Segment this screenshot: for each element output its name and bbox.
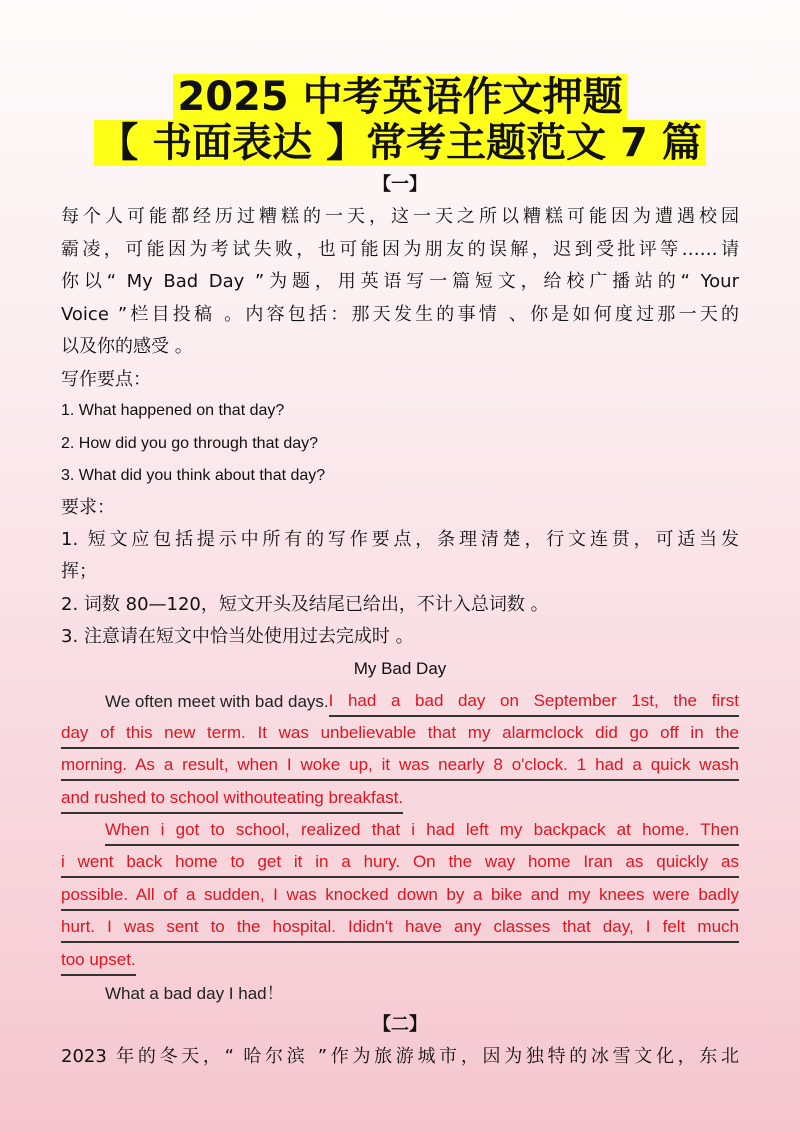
prompt-line: 你以“ My Bad Day ”为题，用英语写一篇短文，给校广播站的“ Your (61, 271, 739, 292)
essay-line (61, 687, 739, 717)
essay-answer-line: i went back home to get it in a hury. On the way home Iran as quickly as (61, 848, 739, 878)
title-line-1 (0, 74, 800, 120)
prompt-line: 以及你的感受 。 (61, 336, 193, 357)
essay-answer-line: too upset. (61, 946, 136, 976)
essay-answer-line: When i got to school, realized that i had left my backpack at home. Then (105, 816, 739, 846)
point-item: 1. What happened on that day? (61, 402, 285, 419)
section2-prompt-line: 2023 年的冬天，“ 哈尔滨 ”作为旅游城市，因为独特的冰雪文化，东北 (61, 1046, 739, 1067)
essay-title: My Bad Day (353, 659, 447, 678)
point-item: 3. What did you think about that day? (61, 467, 326, 484)
essay-intro: We often meet with bad days. (105, 692, 329, 711)
essay-answer-line: day of this new term. It was unbelievable that my alarmclock did go off in the (61, 719, 739, 749)
essay-answer-line: I had a bad day on September 1st, the first (329, 687, 739, 717)
prompt-line: 霸凌，可能因为考试失败，也可能因为朋友的误解，迟到受批评等……请 (61, 239, 739, 260)
title-line-2 (0, 120, 800, 166)
essay-answer-line: and rushed to school withouteating breakfast. (61, 784, 403, 814)
essay-answer-line: possible. All of a sudden, I was knocked down by a bike and my knees were badly (61, 881, 739, 911)
requirements-label: 要求： (61, 497, 115, 518)
prompt-line: Voice ”栏目投稿 。内容包括：那天发生的事情 、你是如何度过那一天的 (61, 304, 739, 325)
essay-answer-line: hurt. I was sent to the hospital. Ididn't have any classes that day, I felt much (61, 913, 739, 943)
requirement-item: 3. 注意请在短文中恰当处使用过去完成时 。 (61, 626, 414, 647)
prompt-line: 每个人可能都经历过糟糕的一天，这一天之所以糟糕可能因为遭遇校园 (61, 206, 739, 227)
section-heading-1: 【一】 (373, 174, 427, 195)
essay-ending: What a bad day I had！ (105, 984, 284, 1003)
title-text-2: 【 书面表达 】常考主题范文 7 篇 (94, 120, 706, 166)
requirement-item: 1. 短文应包括提示中所有的写作要点，条理清楚，行文连贯，可适当发 (61, 529, 739, 550)
requirement-item: 挥； (61, 561, 97, 582)
point-item: 2. How did you go through that day? (61, 435, 319, 452)
requirement-item: 2. 词数 80—120，短文开头及结尾已给出，不计入总词数 。 (61, 594, 549, 615)
section-heading-2: 【二】 (373, 1014, 427, 1035)
essay-answer-line: morning. As a result, when I woke up, it was nearly 8 o'clock. 1 had a quick wash (61, 751, 739, 781)
points-label: 写作要点： (61, 369, 151, 390)
title-text-1: 2025 中考英语作文押题 (173, 74, 626, 120)
